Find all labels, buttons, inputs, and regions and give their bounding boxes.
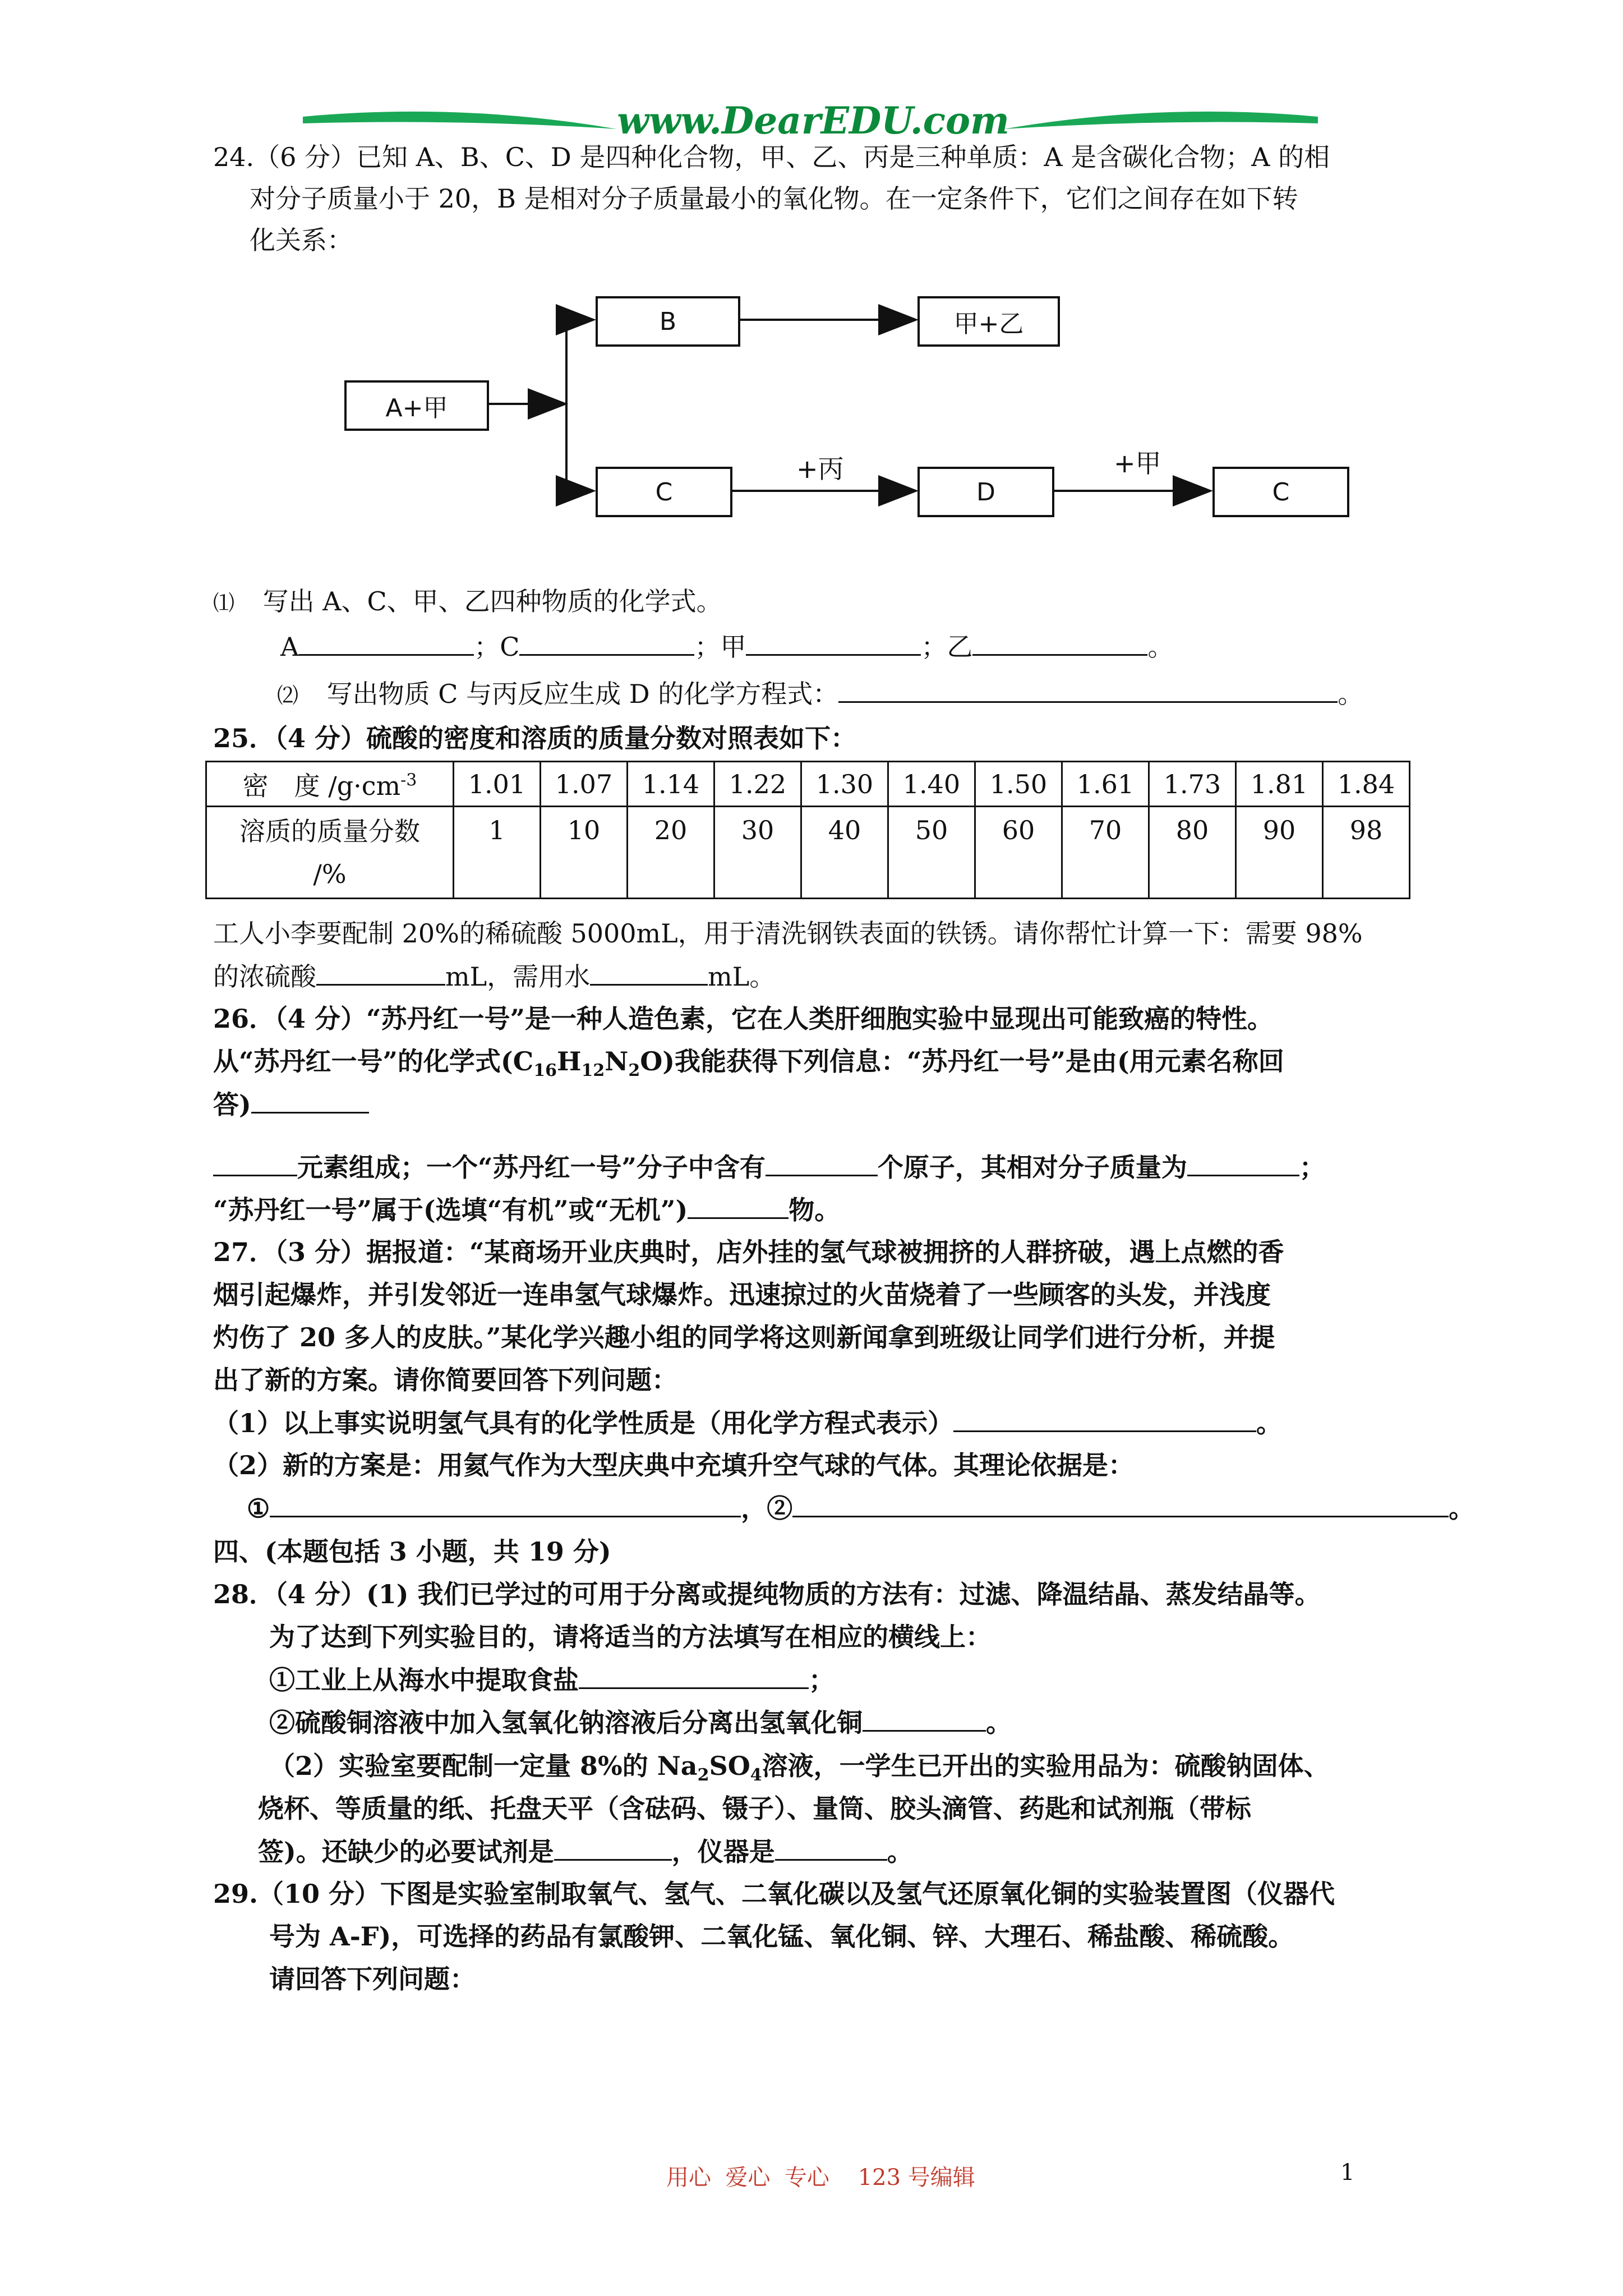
q27-line3: 灼伤了 20 多人的皮肤。”某化学兴趣小组的同学将这则新闻拿到班级让同学们进行分析，并提 bbox=[213, 1322, 1275, 1352]
density-cell: 1.73 bbox=[1149, 762, 1236, 807]
q24-sub2-num: ⑵ bbox=[277, 683, 299, 708]
density-cell: 1.40 bbox=[888, 762, 975, 807]
section-4-title: 四、(本题包括 3 小题，共 19 分) bbox=[213, 1536, 611, 1567]
label-plus-bing: +丙 bbox=[796, 454, 844, 484]
label-c: ；C bbox=[474, 632, 520, 662]
density-cell: 1.30 bbox=[801, 762, 888, 807]
q24-sub1-num: ⑴ bbox=[213, 591, 235, 615]
fraction-cell: 98 bbox=[1323, 807, 1410, 899]
blank-salt-method[interactable] bbox=[579, 1663, 809, 1689]
box-d: D bbox=[917, 467, 1054, 517]
q28-item1: ①工业上从海水中提取食盐 ； bbox=[269, 1663, 834, 1697]
blank-elements-cont[interactable] bbox=[213, 1150, 297, 1176]
density-cell: 1.22 bbox=[714, 762, 801, 807]
q29-line1: 29.（10 分）下图是实验室制取氧气、氢气、二氧化碳以及氢气还原氧化铜的实验装置图（仪器代 bbox=[213, 1879, 1335, 1909]
q26-line4: 元素组成；一个“苏丹红一号”分子中含有 个原子，其相对分子质量为 ； bbox=[213, 1150, 1325, 1184]
period: 。 bbox=[1338, 679, 1364, 709]
q27-line4: 出了新的方案。请你简要回答下列问题： bbox=[213, 1365, 677, 1395]
table-row bbox=[206, 807, 1410, 899]
blank-elements[interactable] bbox=[251, 1087, 369, 1114]
density-cell: 1.07 bbox=[541, 762, 628, 807]
q27-line2: 烟引起爆炸，并引发邻近一连串氢气球爆炸。迅速掠过的火苗烧着了一些顾客的头发，并浅度 bbox=[213, 1280, 1271, 1310]
fraction-cell: 90 bbox=[1236, 807, 1323, 899]
fraction-cell: 1 bbox=[454, 807, 541, 899]
q24-line2: 对分子质量小于 20，B 是相对分子质量最小的氧化物。在一定条件下，它们之间存在如下转 bbox=[250, 183, 1298, 214]
fraction-cell: 30 bbox=[714, 807, 801, 899]
box-a-plus-jia: A+甲 bbox=[344, 380, 489, 431]
density-table bbox=[205, 761, 1410, 899]
blank-organic[interactable] bbox=[688, 1193, 789, 1219]
q26-line3: 答) bbox=[213, 1087, 369, 1121]
q24-sub2-text: 写出物质 C 与丙反应生成 D 的化学方程式： bbox=[326, 679, 839, 709]
blank-acid-ml[interactable] bbox=[316, 959, 445, 986]
q24-blanks-row bbox=[280, 629, 1173, 664]
q24-diagram bbox=[336, 280, 1374, 527]
footer-text: 用心 爱心 专心 123 号编辑 bbox=[666, 2165, 975, 2191]
q28-p3: 烧杯、等质量的纸、托盘天平（含砝码、镊子）、量筒、胶头滴管、药匙和试剂瓶（带标 bbox=[258, 1793, 1251, 1824]
q27-sub2: （2）新的方案是：用氦气作为大型庆典中充填升空气球的气体。其理论依据是： bbox=[213, 1450, 1135, 1480]
label-ml: mL。 bbox=[708, 961, 776, 992]
q25-title: 25．（4 分）硫酸的密度和溶质的质量分数对照表如下： bbox=[213, 723, 857, 753]
row2-header: 溶质的质量分数 /% bbox=[206, 807, 454, 899]
q25-text2 bbox=[213, 959, 775, 993]
blank-water-ml[interactable] bbox=[590, 959, 708, 986]
q28-p2: （2）实验室要配制一定量 8%的 $Na_2SO_4$溶液，一学生已开出的实验用品为：硫酸钠固体、 bbox=[269, 1751, 1330, 1786]
q28-line1: 28．（4 分）(1) 我们已学过的可用于分离或提纯物质的方法有：过滤、降温结晶、蒸发结晶等。 bbox=[213, 1579, 1321, 1609]
q25-text1: 工人小李要配制 20%的稀硫酸 5000mL，用于清洗钢铁表面的铁锈。请你帮忙计算一下：需要 98% bbox=[213, 918, 1363, 949]
fraction-cell: 40 bbox=[801, 807, 888, 899]
blank-jia[interactable] bbox=[746, 629, 921, 656]
q24-line3: 化关系： bbox=[250, 225, 353, 255]
q24-line1: 24.（6 分）已知 A、B、C、D 是四种化合物，甲、乙、丙是三种单质：A 是含碳化合物；A 的相 bbox=[213, 142, 1330, 172]
label-plus-jia: +甲 bbox=[1114, 448, 1161, 478]
q24-sub1 bbox=[213, 585, 722, 620]
blank-a[interactable] bbox=[299, 629, 474, 656]
fraction-cell: 20 bbox=[628, 807, 714, 899]
q27-reasons: ① ，② 。 bbox=[247, 1491, 1474, 1525]
density-cell: 1.61 bbox=[1062, 762, 1149, 807]
q24-sub1-text: 写出 A、C、甲、乙四种物质的化学式。 bbox=[262, 586, 722, 616]
q28-line2: 为了达到下列实验目的，请将适当的方法填写在相应的横线上： bbox=[269, 1622, 992, 1652]
blank-reason-1[interactable] bbox=[270, 1491, 741, 1517]
blank-reason-2[interactable] bbox=[792, 1491, 1449, 1517]
blank-h2-equation[interactable] bbox=[953, 1406, 1256, 1432]
density-cell: 1.50 bbox=[975, 762, 1062, 807]
blank-instrument[interactable] bbox=[775, 1834, 887, 1861]
row1-header: 密 度 $/g\cdot cm^{-3}$ bbox=[206, 762, 454, 807]
blank-c[interactable] bbox=[519, 629, 694, 656]
page-number: 1 bbox=[1340, 2160, 1355, 2185]
fraction-cell: 60 bbox=[975, 807, 1062, 899]
q29-line3: 请回答下列问题： bbox=[269, 1964, 476, 1994]
fraction-cell: 10 bbox=[541, 807, 628, 899]
blank-cuoh-method[interactable] bbox=[863, 1705, 986, 1732]
table-row bbox=[206, 762, 1410, 807]
q28-item2: ②硫酸铜溶液中加入氢氧化钠溶液后分离出氢氧化铜 。 bbox=[269, 1705, 1012, 1740]
density-cell: 1.14 bbox=[628, 762, 714, 807]
label-conc-acid: 的浓硫酸 bbox=[213, 961, 316, 992]
density-cell: 1.84 bbox=[1323, 762, 1410, 807]
site-logo: www.DearEDU.com bbox=[617, 99, 1009, 142]
q26-line2: 从“苏丹红一号”的化学式$(C_{16}H_{12}N_2O)$我能获得下列信息：“苏丹红一号”是由(用元素名称回 bbox=[213, 1046, 1284, 1081]
q27-sub1: （1）以上事实说明氢气具有的化学性质是（用化学方程式表示） 。 bbox=[213, 1406, 1282, 1440]
period: 。 bbox=[1147, 632, 1174, 662]
box-c-first: C bbox=[596, 467, 732, 517]
fraction-cell: 80 bbox=[1149, 807, 1236, 899]
label-a: A bbox=[280, 632, 299, 662]
label-yi: ；乙 bbox=[921, 632, 973, 662]
box-b: B bbox=[596, 296, 740, 347]
density-cell: 1.01 bbox=[454, 762, 541, 807]
q24-sub2 bbox=[277, 677, 1363, 712]
blank-equation-c-bing[interactable] bbox=[838, 677, 1338, 703]
density-cell: 1.81 bbox=[1236, 762, 1323, 807]
box-jia-plus-yi: 甲+乙 bbox=[917, 296, 1060, 347]
fraction-cell: 50 bbox=[888, 807, 975, 899]
fraction-cell: 70 bbox=[1062, 807, 1149, 899]
q29-line2: 号为 A-F)，可选择的药品有氯酸钾、二氧化锰、氧化铜、锌、大理石、稀盐酸、稀硫酸。 bbox=[269, 1921, 1294, 1952]
q27-line1: 27．（3 分）据报道：“某商场开业庆典时，店外挂的氢气球被拥挤的人群挤破，遇上点燃的香 bbox=[213, 1237, 1284, 1267]
q26-line1: 26．（4 分）“苏丹红一号”是一种人造色素，它在人类肝细胞实验中显现出可能致癌的特性。 bbox=[213, 1004, 1273, 1034]
blank-reagent[interactable] bbox=[554, 1834, 672, 1861]
box-c-second: C bbox=[1212, 467, 1349, 517]
label-jia: ；甲 bbox=[694, 632, 746, 662]
blank-atom-count[interactable] bbox=[766, 1150, 878, 1176]
label-water: mL，需用水 bbox=[445, 961, 591, 992]
blank-yi[interactable] bbox=[972, 629, 1147, 656]
q28-p4: 签)。还缺少的必要试剂是 ，仪器是 。 bbox=[258, 1834, 913, 1869]
q26-line5: “苏丹红一号”属于(选填“有机”或“无机”) 物。 bbox=[213, 1193, 840, 1227]
blank-molar-mass[interactable] bbox=[1187, 1150, 1299, 1176]
